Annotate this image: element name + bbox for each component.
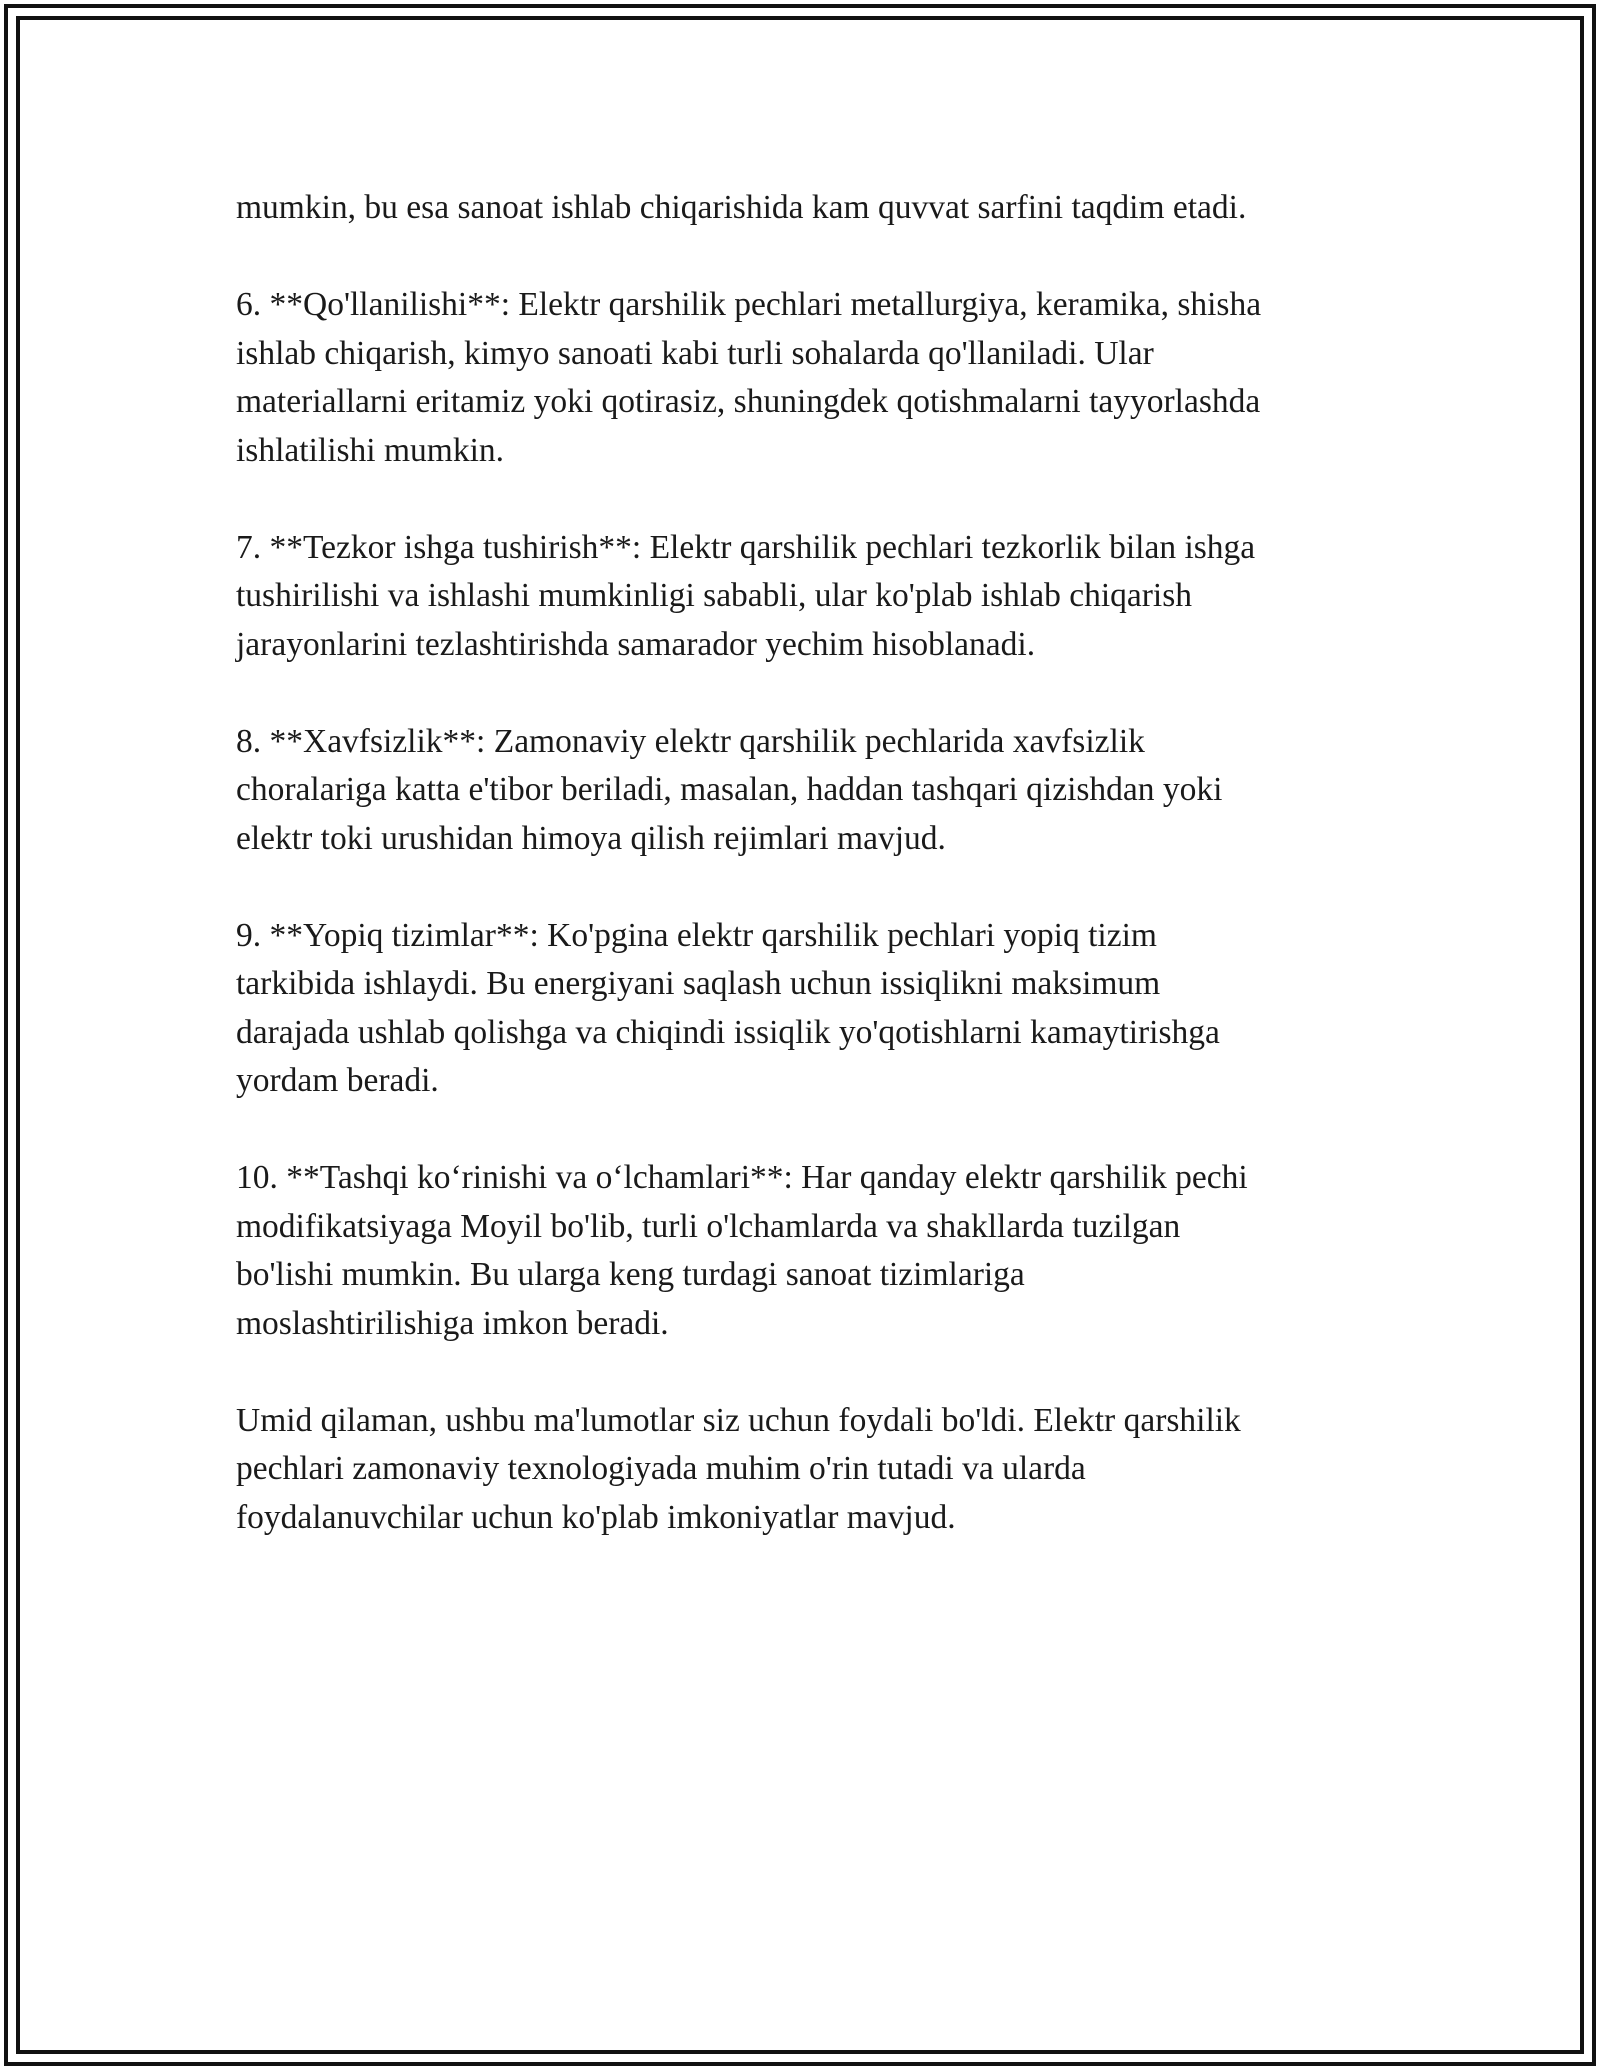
paragraph-conclusion: Umid qilaman, ushbu ma'lumotlar siz uchun foydali bo'ldi. Elektr qarshilik pechlari zamonaviy texnologiyada muhim o'rin tutadi va ularda foydalanuvchilar uchun ko'plab imkoniyatlar mavjud.: [236, 1401, 1241, 1536]
paragraph-item-10-appearance-dimensions: 10. **Tashqi ko‘rinishi va o‘lchamlari**: Har qanday elektr qarshilik pechi modifikatsiyaga Moyil bo'lib, turli o'lchamlarda va shakllarda tuzilgan bo'lishi mumkin. Bu ularga keng turdagi sanoat tizimlariga moslashtirilishiga imkon beradi.: [236, 1159, 1248, 1342]
paragraph-item-8-safety: 8. **Xavfsizlik**: Zamonaviy elektr qarshilik pechlarida xavfsizlik choralariga katta e'tibor beriladi, masalan, haddan tashqari qizishdan yoki elektr toki urushidan himoya qilish rejimlari mavjud.: [236, 722, 1223, 857]
document-body: [236, 184, 1386, 1542]
paragraph-item-7-quick-start: 7. **Tezkor ishga tushirish**: Elektr qarshilik pechlari tezkorlik bilan ishga tushirilishi va ishlashi mumkinligi sababli, ular ko'plab ishlab chiqarish jarayonlarini tezlashtirishda samarador yechim hisoblanadi.: [236, 528, 1256, 663]
paragraph-intro-continuation: mumkin, bu esa sanoat ishlab chiqarishida kam quvvat sarfini taqdim etadi.: [236, 189, 1247, 226]
paragraph-item-9-closed-systems: 9. **Yopiq tizimlar**: Ko'pgina elektr qarshilik pechlari yopiq tizim tarkibida ishlaydi. Bu energiyani saqlash uchun issiqlikni maksimum darajada ushlab qolishga va chiqindi issiqlik yo'qotishlarni kamaytirishga yordam beradi.: [236, 916, 1220, 1099]
paragraph-item-6-application: 6. **Qo'llanilishi**: Elektr qarshilik pechlari metallurgiya, keramika, shisha ishlab chiqarish, kimyo sanoati kabi turli sohalarda qo'llaniladi. Ular materiallarni eritamiz yoki qotirasiz, shuningdek qotishmalarni tayyorlashda ishlatilishi mumkin.: [236, 286, 1262, 469]
